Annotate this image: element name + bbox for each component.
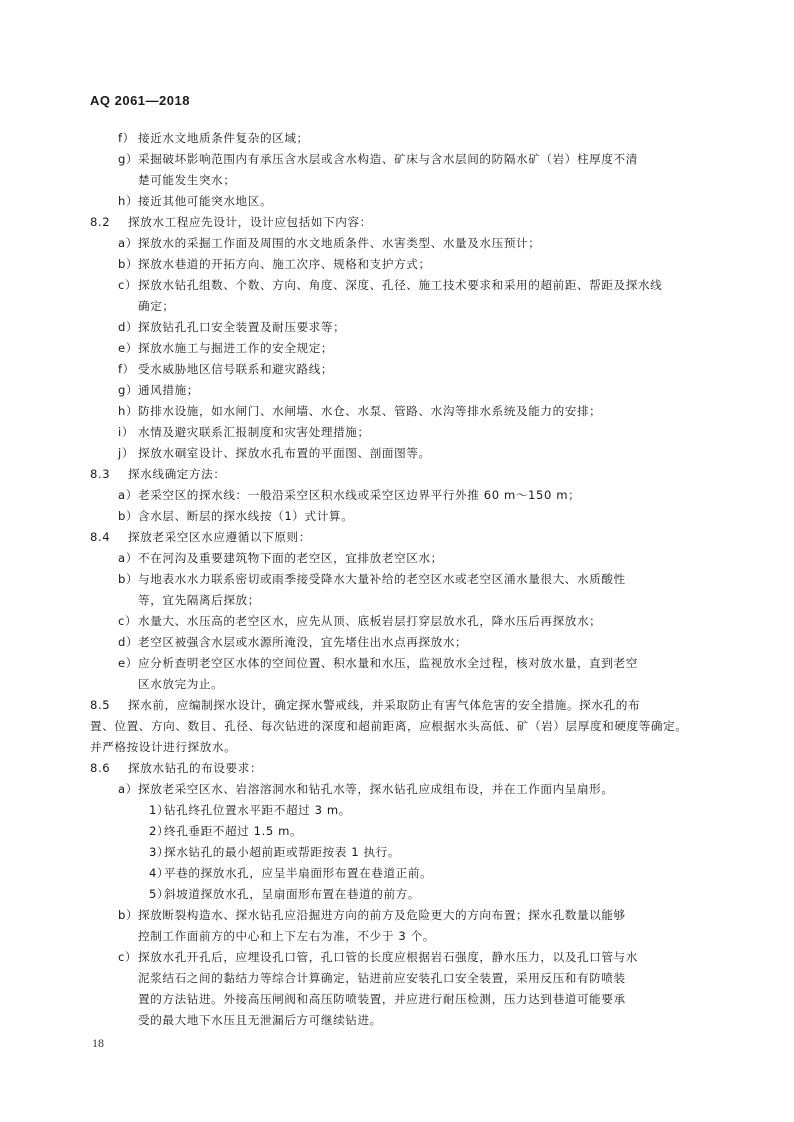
list-item-line [90, 506, 714, 527]
line-text: 控制工作面前方的中心和上下左右为准，不少于 3 个。 [138, 929, 436, 943]
list-item-line [90, 380, 714, 401]
item-marker: b） [118, 509, 139, 523]
item-marker: 2） [149, 824, 170, 838]
line-text: 受水威胁地区信号联系和避灾路线； [138, 362, 334, 376]
line-text: 探放水巷道的开拓方向、施工次序、规格和支护方式； [138, 257, 431, 271]
line-text: 探放水钻孔的布设要求： [128, 761, 263, 775]
item-marker: c） [118, 614, 138, 628]
item-marker: a） [118, 236, 138, 250]
item-marker: 5） [149, 887, 170, 901]
line-text: 防排水设施，如水闸门、水闸墙、水仓、水泵、管路、水沟等排水系统及能力的安排； [138, 404, 602, 418]
line-text: 探放水硐室设计、探放水孔布置的平面图、剖面图等。 [138, 446, 431, 460]
item-marker: 8.6 [90, 761, 111, 775]
line-text: 含水层、断层的探水线按（1）式计算。 [138, 509, 354, 523]
list-item-line [90, 254, 714, 275]
line-text: 探放老采空区水、岩溶溶洞水和钻孔水等，探水钻孔应成组布设，并在工作面内呈扇形。 [138, 782, 614, 796]
list-item-line [90, 401, 714, 422]
item-marker: 4） [149, 866, 170, 880]
item-marker: d） [118, 635, 139, 649]
item-marker: f） [118, 131, 135, 145]
sub-item-line [90, 884, 714, 905]
clause-line [90, 695, 714, 716]
item-marker: d） [118, 320, 139, 334]
item-marker: h） [118, 404, 139, 418]
list-item-line [90, 338, 714, 359]
item-marker: h） [118, 194, 139, 208]
clause-line [90, 527, 714, 548]
line-text: 老空区被强含水层或水源所淹没，宜先堵住出水点再探放水； [138, 635, 468, 649]
line-text: 斜坡道探放水孔，呈扇面形布置在巷道的前方。 [164, 887, 421, 901]
item-marker: e） [118, 656, 138, 670]
item-marker: c） [118, 950, 138, 964]
line-text: 探放水钻孔组数、个数、方向、角度、深度、孔径、施工技术要求和采用的超前距、帮距及探水线 [138, 278, 663, 292]
line-text: 水量大、水压高的老空区水，应先从顶、底板岩层打穿层放水孔，降水压后再探放水； [138, 614, 602, 628]
sub-item-line [90, 800, 714, 821]
list-item-line [90, 611, 714, 632]
list-item-line [90, 653, 714, 674]
line-text: 确定； [138, 299, 175, 313]
list-item-line [90, 674, 714, 695]
list-item-line [90, 968, 714, 989]
list-item-line [90, 779, 714, 800]
item-marker: e） [118, 341, 138, 355]
list-item-line [90, 149, 714, 170]
line-text: 探放水施工与掘进工作的安全规定； [138, 341, 334, 355]
line-text: 置、位置、方向、数目、孔径、每次钻进的深度和超前距离，应根据水头高低、矿（岩）层厚度和硬度等确定。 [90, 719, 688, 733]
line-text: 探水前，应编制探水设计，确定探水警戒线，并采取防止有害气体危害的安全措施。探水孔的布 [128, 698, 641, 712]
list-item-line [90, 1010, 714, 1031]
list-item-line [90, 170, 714, 191]
line-text: 接近其他可能突水地区。 [138, 194, 273, 208]
list-item-line [90, 359, 714, 380]
line-text: 探放水孔开孔后，应埋设孔口管，孔口管的长度应根据岩石强度，静水压力，以及孔口管与水 [138, 950, 638, 964]
list-item-line [90, 296, 714, 317]
item-marker: j） [118, 446, 135, 460]
sub-item-line [90, 863, 714, 884]
line-text: 接近水文地质条件复杂的区域； [138, 131, 309, 145]
item-marker: 8.4 [90, 530, 111, 544]
list-item-line [90, 317, 714, 338]
list-item-line [90, 905, 714, 926]
item-marker: c） [118, 278, 138, 292]
clause-line [90, 758, 714, 779]
line-text: 探放老采空区水应遵循以下原则： [128, 530, 311, 544]
list-item-line [90, 485, 714, 506]
line-text: 与地表水水力联系密切或雨季接受降水大量补给的老空区水或老空区涌水量很大、水质酸性 [138, 572, 626, 586]
item-marker: g） [118, 152, 139, 166]
item-marker: 3） [149, 845, 170, 859]
line-text: 探放水工程应先设计，设计应包括如下内容： [128, 215, 372, 229]
clause-line [90, 464, 714, 485]
line-text: 探水线确定方法： [128, 467, 226, 481]
item-marker: a） [118, 488, 138, 502]
document-body [90, 128, 714, 1031]
item-marker: a） [118, 551, 138, 565]
item-marker: 8.5 [90, 698, 111, 712]
list-item-line [90, 128, 714, 149]
line-text: 并严格按设计进行探放水。 [90, 740, 237, 754]
list-item-line [90, 191, 714, 212]
paragraph-line [90, 716, 714, 737]
sub-item-line [90, 842, 714, 863]
list-item-line [90, 632, 714, 653]
item-marker: b） [118, 572, 139, 586]
item-marker: g） [118, 383, 139, 397]
line-text: 等，宜先隔离后探放； [138, 593, 260, 607]
page-number: 18 [92, 1036, 104, 1050]
line-text: 老采空区的探水线：一般沿采空区积水线或采空区边界平行外推 60 m～150 m； [138, 488, 581, 502]
line-text: 探水钻孔的最小超前距或帮距按表 1 执行。 [164, 845, 401, 859]
item-marker: a） [118, 782, 138, 796]
list-item-line [90, 275, 714, 296]
list-item-line [90, 590, 714, 611]
line-text: 采掘破坏影响范围内有承压含水层或含水构造、矿床与含水层间的防隔水矿（岩）柱厚度不清 [138, 152, 638, 166]
document-header: AQ 2061—2018 [90, 93, 190, 108]
line-text: 终孔垂距不超过 1.5 m。 [164, 824, 303, 838]
item-marker: 8.3 [90, 467, 111, 481]
line-text: 水情及避灾联系汇报制度和灾害处理措施； [138, 425, 370, 439]
list-item-line [90, 947, 714, 968]
sub-item-line [90, 821, 714, 842]
clause-line [90, 212, 714, 233]
item-marker: f） [118, 362, 135, 376]
list-item-line [90, 422, 714, 443]
line-text: 泥浆结石之间的黏结力等综合计算确定，钻进前应安装孔口安全装置，采用反压和有防喷装 [138, 971, 626, 985]
line-text: 探放钻孔孔口安全装置及耐压要求等； [138, 320, 346, 334]
item-marker: i） [118, 425, 135, 439]
line-text: 区水放完为止。 [138, 677, 224, 691]
line-text: 楚可能发生突水； [138, 173, 236, 187]
line-text: 通风措施； [138, 383, 199, 397]
item-marker: 1） [149, 803, 170, 817]
item-marker: b） [118, 257, 139, 271]
list-item-line [90, 548, 714, 569]
paragraph-line [90, 737, 714, 758]
line-text: 置的方法钻进。外接高压闸阀和高压防喷装置，并应进行耐压检测，压力达到巷道可能要承 [138, 992, 626, 1006]
list-item-line [90, 443, 714, 464]
line-text: 探放水的采掘工作面及周围的水文地质条件、水害类型、水量及水压预计； [138, 236, 541, 250]
item-marker: b） [118, 908, 139, 922]
line-text: 受的最大地下水压且无泄漏后方可继续钻进。 [138, 1013, 382, 1027]
line-text: 钻孔终孔位置水平距不超过 3 m。 [164, 803, 351, 817]
line-text: 不在河沟及重要建筑物下面的老空区，宜排放老空区水； [138, 551, 443, 565]
line-text: 应分析查明老空区水体的空间位置、积水量和水压，监视放水全过程，核对放水量，直到老空 [138, 656, 638, 670]
list-item-line [90, 989, 714, 1010]
list-item-line [90, 926, 714, 947]
line-text: 平巷的探放水孔，应呈半扇面形布置在巷道正前。 [164, 866, 433, 880]
list-item-line [90, 233, 714, 254]
item-marker: 8.2 [90, 215, 111, 229]
list-item-line [90, 569, 714, 590]
line-text: 探放断裂构造水、探水钻孔应沿掘进方向的前方及危险更大的方向布置；探水孔数量以能够 [138, 908, 626, 922]
